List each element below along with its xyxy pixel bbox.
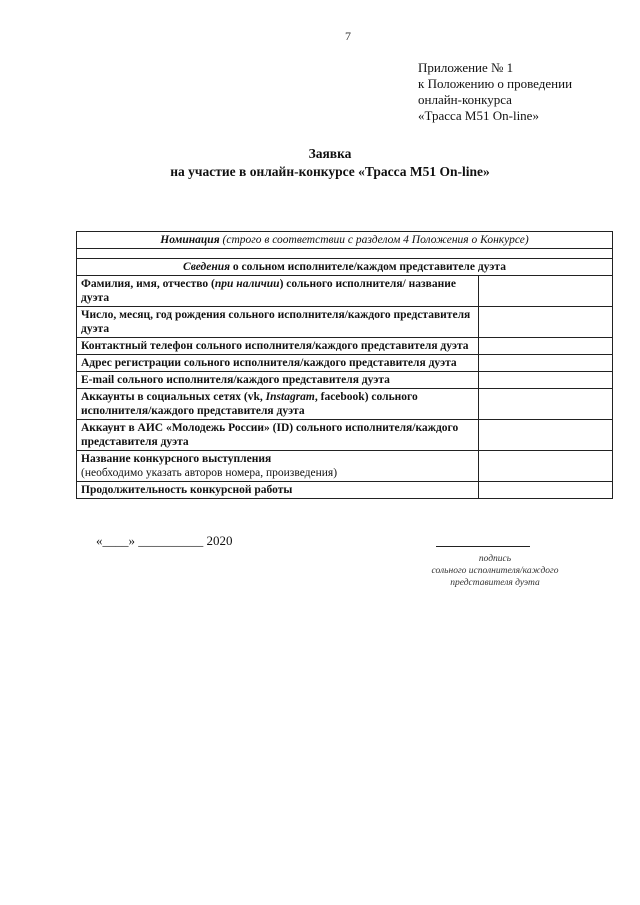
title-line-1: Заявка bbox=[308, 146, 352, 161]
signature-caption bbox=[405, 553, 585, 589]
signature-caption-line: подпись bbox=[478, 554, 512, 564]
spacer-row bbox=[77, 249, 613, 259]
row-value-field[interactable] bbox=[479, 307, 613, 338]
row-label: Фамилия, имя, отчество (при наличии) сольного исполнителя/ название дуэта bbox=[77, 276, 479, 307]
row-label bbox=[77, 451, 479, 482]
row-label: E-mail сольного исполнителя/каждого представителя дуэта bbox=[77, 372, 479, 389]
row-label-main: Название конкурсного выступления bbox=[81, 453, 272, 465]
row-label-note: (необходимо указать авторов номера, произведения) bbox=[81, 467, 338, 479]
row-label: Адрес регистрации сольного исполнителя/каждого представителя дуэта bbox=[77, 355, 479, 372]
nomination-row bbox=[77, 232, 613, 249]
row-value-field[interactable] bbox=[479, 420, 613, 451]
table-row bbox=[77, 372, 613, 389]
appendix-line: к Положению о проведении bbox=[418, 76, 573, 91]
row-value-field[interactable] bbox=[479, 355, 613, 372]
row-value-field[interactable] bbox=[479, 276, 613, 307]
row-value-field[interactable] bbox=[479, 372, 613, 389]
signature-caption-line: сольного исполнителя/каждого bbox=[431, 566, 559, 576]
row-label: Аккаунт в АИС «Молодежь России» (ID) сольного исполнителя/каждого представителя дуэта bbox=[77, 420, 479, 451]
page-number: 7 bbox=[345, 29, 351, 43]
appendix-note bbox=[418, 60, 628, 124]
nomination-note: (строго в соответствии с разделом 4 Положения о Конкурсе) bbox=[219, 234, 529, 246]
nomination-cell[interactable] bbox=[77, 232, 613, 249]
table-row bbox=[77, 338, 613, 355]
nomination-label: Номинация bbox=[160, 234, 220, 246]
appendix-line: «Трасса М51 On-line» bbox=[418, 108, 539, 123]
application-form-table bbox=[76, 231, 613, 499]
table-row bbox=[77, 420, 613, 451]
signature-caption-line: представителя дуэта bbox=[450, 578, 540, 588]
section-header-row bbox=[77, 259, 613, 276]
section-header-cell bbox=[77, 259, 613, 276]
blank-cell[interactable] bbox=[77, 249, 613, 259]
section-label: Сведения bbox=[183, 261, 231, 273]
row-value-field[interactable] bbox=[479, 338, 613, 355]
table-row bbox=[77, 451, 613, 482]
table-row bbox=[77, 307, 613, 338]
table-row bbox=[77, 355, 613, 372]
row-value-field[interactable] bbox=[479, 389, 613, 420]
row-label: Продолжительность конкурсной работы bbox=[77, 482, 479, 499]
row-value-field[interactable] bbox=[479, 451, 613, 482]
appendix-line: онлайн-конкурса bbox=[418, 92, 512, 107]
table-row bbox=[77, 389, 613, 420]
date-field[interactable]: «____» __________ 2020 bbox=[96, 533, 233, 548]
row-value-field[interactable] bbox=[479, 482, 613, 499]
appendix-line: Приложение № 1 bbox=[418, 60, 514, 75]
document-title bbox=[120, 145, 540, 181]
section-text: о сольном исполнителе/каждом представителе дуэта bbox=[230, 261, 506, 273]
row-label: Контактный телефон сольного исполнителя/каждого представителя дуэта bbox=[77, 338, 479, 355]
row-label: Аккаунты в социальных сетях (vk, Instagram, facebook) сольного исполнителя/каждого представителя дуэта bbox=[77, 389, 479, 420]
title-line-2: на участие в онлайн-конкурсе «Трасса М51 On-line» bbox=[170, 164, 490, 179]
table-row bbox=[77, 276, 613, 307]
signature-line[interactable] bbox=[436, 546, 530, 547]
row-label: Число, месяц, год рождения сольного исполнителя/каждого представителя дуэта bbox=[77, 307, 479, 338]
table-row bbox=[77, 482, 613, 499]
